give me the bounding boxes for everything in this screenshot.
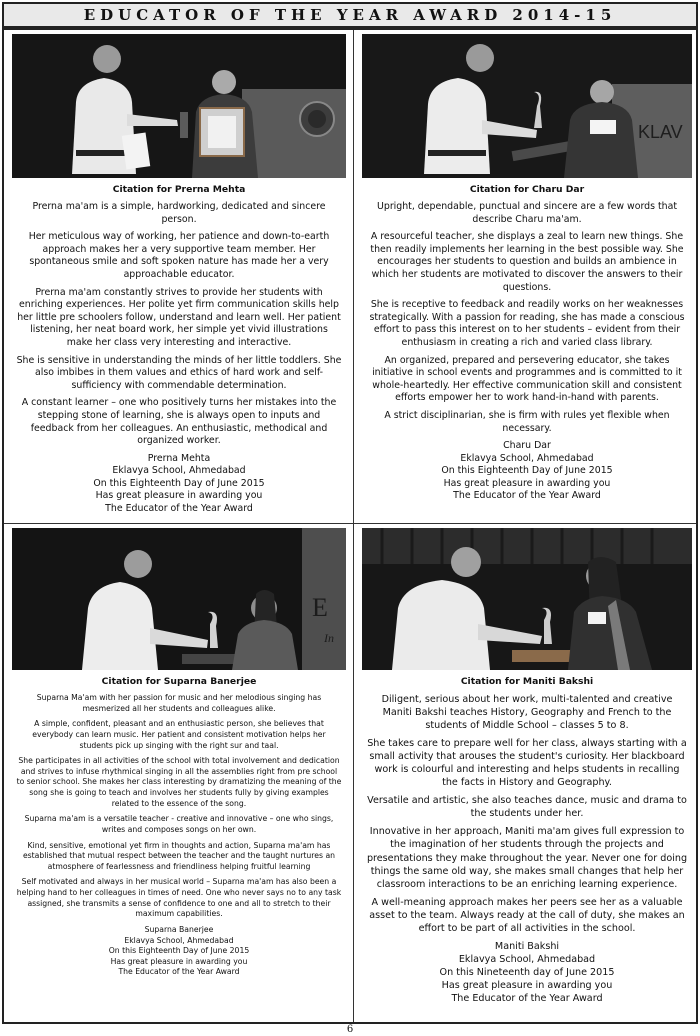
citation-title: Citation for Prerna Mehta	[112, 184, 246, 195]
citation-paragraph: She participates in all activities of the school with total involvement and dedication and strives to infuse rhythmical singing in all the assemblies right from pre school to senior school. She makes her class interesting by dramatizing the meaning of the song she is going to teach and involves her students fully by giving examples related to the essence of the song.	[16, 756, 342, 808]
column-divider	[353, 30, 354, 1022]
citation-paragraph: She is receptive to feedback and readily works on her weaknesses strategically. With a passion for reading, she has made a conscious effort to pass this interest on to her students – evident from their enthusiasm in creating a rich and varied class library.	[369, 299, 685, 348]
award-photo-suparna-banerjee	[12, 528, 346, 670]
award-signature-block	[12, 925, 346, 978]
award-pleasure-line: Has great pleasure in awarding you	[441, 979, 613, 991]
award-pleasure-line: Has great pleasure in awarding you	[95, 490, 263, 502]
award-signature-block	[362, 940, 692, 1005]
citation-paragraph: Diligent, serious about her work, multi-talented and creative Maniti Bakshi teaches History, Geography and French to the students of Middle School – classes 5 to 8.	[381, 694, 673, 732]
citation-card-prerna-mehta	[12, 34, 346, 519]
row-divider	[4, 523, 696, 524]
citation-paragraph: An organized, prepared and persevering educator, she takes initiative in school events and programmes and is committed to it whole-heartedly. Her effective communication skill and consistent efforts empower her to work hand-in-hand with parents.	[372, 354, 682, 404]
award-name: The Educator of the Year Award	[451, 992, 603, 1004]
award-signature-block	[362, 440, 692, 503]
photo-backdrop-text: E	[312, 593, 328, 622]
award-date: On this Eighteenth Day of June 2015	[93, 477, 265, 489]
award-signature-block	[12, 453, 346, 516]
citation-paragraph: She is sensitive in understanding the minds of her little toddlers. She also imbibes in them values and ethics of hard work and self-sufficiency with commendable determination.	[16, 354, 342, 391]
citation-paragraph: Upright, dependable, punctual and sincere are a few words that describe Charu ma'am.	[377, 201, 677, 225]
citation-paragraph: A strict disciplinarian, she is firm with rules yet flexible when necessary.	[384, 409, 670, 434]
page-number: 6	[346, 1024, 354, 1035]
citation-title: Citation for Maniti Bakshi	[460, 676, 594, 687]
school-name: Eklavya School, Ahmedabad	[458, 953, 596, 965]
citation-title: Citation for Suparna Banerjee	[101, 676, 257, 687]
citation-paragraph: Kind, sensitive, emotional yet firm in thoughts and action, Suparna ma'am has established that mutual respect between the teacher and the taught nurtures an atmosphere of fearlessness and friendliness helping fruitful learning	[22, 840, 336, 871]
award-photo-maniti-bakshi	[362, 528, 692, 670]
citation-paragraph: Self motivated and always in her musical world – Suparna ma'am has also been a helping hand to her colleagues in times of need. One who never says no to any task assigned, she transmits a sense of confidence to one and all to stretch to their maximum capabilities.	[16, 877, 342, 919]
award-date: On this Eighteenth Day of June 2015	[441, 465, 613, 477]
citation-card-maniti-bakshi	[362, 528, 692, 1020]
award-pleasure-line: Has great pleasure in awarding you	[110, 956, 248, 966]
award-photo-charu-dar	[362, 34, 692, 178]
award-name: The Educator of the Year Award	[453, 490, 601, 502]
school-name: Eklavya School, Ahmedabad	[124, 935, 234, 945]
citation-paragraph: Suparna ma'am is a versatile teacher - creative and innovative – one who sings, writes and composes songs on her own.	[24, 814, 334, 834]
page-title: EDUCATOR OF THE YEAR AWARD 2014-15	[2, 2, 698, 28]
award-photo-prerna-mehta	[12, 34, 346, 178]
citation-paragraph: She takes care to prepare well for her class, always starting with a small activity that arouses the student's curiosity. Her blackboard work is colourful and interesting and helps students in recalling the facts in History and Geography.	[367, 738, 687, 789]
photo-backdrop-text: KLAV	[638, 122, 683, 142]
awardee-name: Prerna Mehta	[147, 452, 211, 464]
awardee-name: Suparna Banerjee	[144, 924, 214, 934]
citation-paragraph: Innovative in her approach, Maniti ma'am gives full expression to the imagination of her students through the projects and presentations they make throughout the year. Never one for doing things the same old way, she makes small changes that help her classroom interactions to be an enriching learning experience.	[366, 826, 688, 890]
citation-paragraph: Prerna ma'am constantly strives to provide her students with enriching experiences. Her polite yet firm communication skills help her little pre schoolers follow, understand and learn well. Her patient listening, her neat board work, her simple yet vivid illustrations make her class very interesting and interactive.	[17, 286, 341, 348]
citation-paragraph: A simple, confident, pleasant and an enthusiastic person, she believes that everybody can learn music. Her patient and consistent motivation helps her students pick up singing with the right sur and taal.	[32, 719, 326, 750]
award-date: On this Eighteenth Day of June 2015	[108, 946, 250, 956]
award-name: The Educator of the Year Award	[105, 503, 253, 515]
citation-paragraph: A resourceful teacher, she displays a zeal to learn new things. She then readily implements her learning in the best possible way. She encourages her students to question and builds an ambience in which her students are motivated to discover the answers to their questions.	[370, 231, 684, 293]
citation-paragraph: Her meticulous way of working, her patience and down-to-earth approach makes her a very supportive team member. Her spontaneous smile and soft spoken nature has made her a very approachable educator.	[28, 231, 330, 280]
school-name: Eklavya School, Ahmedabad	[112, 465, 246, 477]
school-name: Eklavya School, Ahmedabad	[460, 452, 594, 464]
citation-grid	[2, 28, 698, 1024]
awardee-name: Maniti Bakshi	[494, 940, 560, 952]
citation-card-suparna-banerjee	[12, 528, 346, 1020]
citation-paragraph: A well-meaning approach makes her peers see her as a valuable asset to the team. Always ready at the call of duty, she makes an effort to be part of all activities in the school.	[369, 896, 685, 934]
award-date: On this Nineteenth day of June 2015	[439, 966, 615, 978]
award-name: The Educator of the Year Award	[118, 967, 240, 977]
citation-title: Citation for Charu Dar	[469, 184, 585, 195]
citation-paragraph: Prerna ma'am is a simple, hardworking, dedicated and sincere person.	[32, 201, 326, 225]
citation-paragraph: A constant learner – one who positively turns her mistakes into the stepping stone of learning, she is always open to inputs and feedback from her colleagues. An enthusiastic, methodical and organized worker.	[21, 397, 337, 447]
award-pleasure-line: Has great pleasure in awarding you	[443, 477, 611, 489]
awardee-name: Charu Dar	[503, 440, 551, 452]
citation-paragraph: Suparna Ma'am with her passion for music and her melodious singing has mesmerized all her students and colleagues alike.	[36, 693, 322, 713]
photo-backdrop-text: In	[324, 631, 334, 645]
citation-paragraph: Versatile and artistic, she also teaches dance, music and drama to the students under her.	[367, 795, 687, 820]
citation-card-charu-dar	[362, 34, 692, 519]
